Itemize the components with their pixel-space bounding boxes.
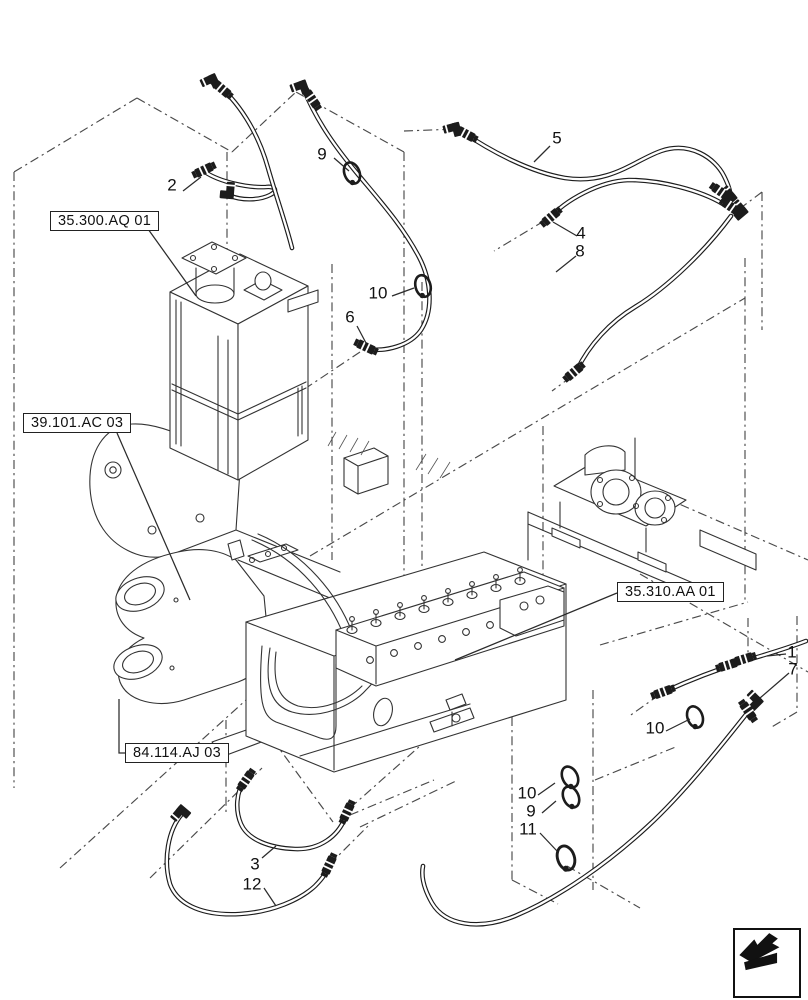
hose-4 [549, 180, 738, 219]
hose-12 [167, 814, 327, 914]
page-turn-icon [733, 928, 801, 998]
callout-10-right: 10 [645, 718, 665, 738]
ref-box-39-101-ac-03[interactable]: 39.101.AC 03 [23, 413, 131, 433]
callout-7: 7 [788, 659, 798, 679]
hydraulic-pump-assembly [528, 438, 756, 592]
callout-12: 12 [242, 874, 262, 894]
callout-9-top: 9 [317, 144, 327, 164]
callout-4: 4 [576, 223, 586, 243]
callout-3: 3 [250, 854, 260, 874]
hose-7 [422, 702, 756, 924]
hose-clamp-icon [554, 844, 578, 873]
page-turn-arrow [735, 930, 783, 974]
callout-10-bottom: 10 [517, 783, 537, 803]
callout-11: 11 [519, 819, 537, 839]
ref-box-35-310-aa-01[interactable]: 35.310.AA 01 [617, 582, 724, 602]
callout-2: 2 [167, 175, 177, 195]
hose-2-jumper [205, 172, 275, 199]
callout-10-mid: 10 [368, 283, 388, 303]
hose-8 [577, 216, 731, 370]
ref-box-84-114-aj-03[interactable]: 84.114.AJ 03 [125, 743, 229, 763]
hose-3 [237, 779, 345, 849]
callout-5: 5 [552, 128, 562, 148]
ref-box-35-300-aq-01[interactable]: 35.300.AQ 01 [50, 211, 159, 231]
callout-9-bottom: 9 [526, 801, 536, 821]
callout-6: 6 [345, 307, 355, 327]
hose-clamp-icon [560, 784, 583, 811]
hose-clamp-icon [684, 704, 706, 730]
hose-6 [304, 90, 429, 350]
hose-fittings [169, 72, 765, 879]
callout-8: 8 [575, 241, 585, 261]
callout-1: 1 [787, 642, 797, 662]
hose-clamp-icon [341, 160, 363, 187]
hand-pump-assembly [170, 242, 450, 494]
